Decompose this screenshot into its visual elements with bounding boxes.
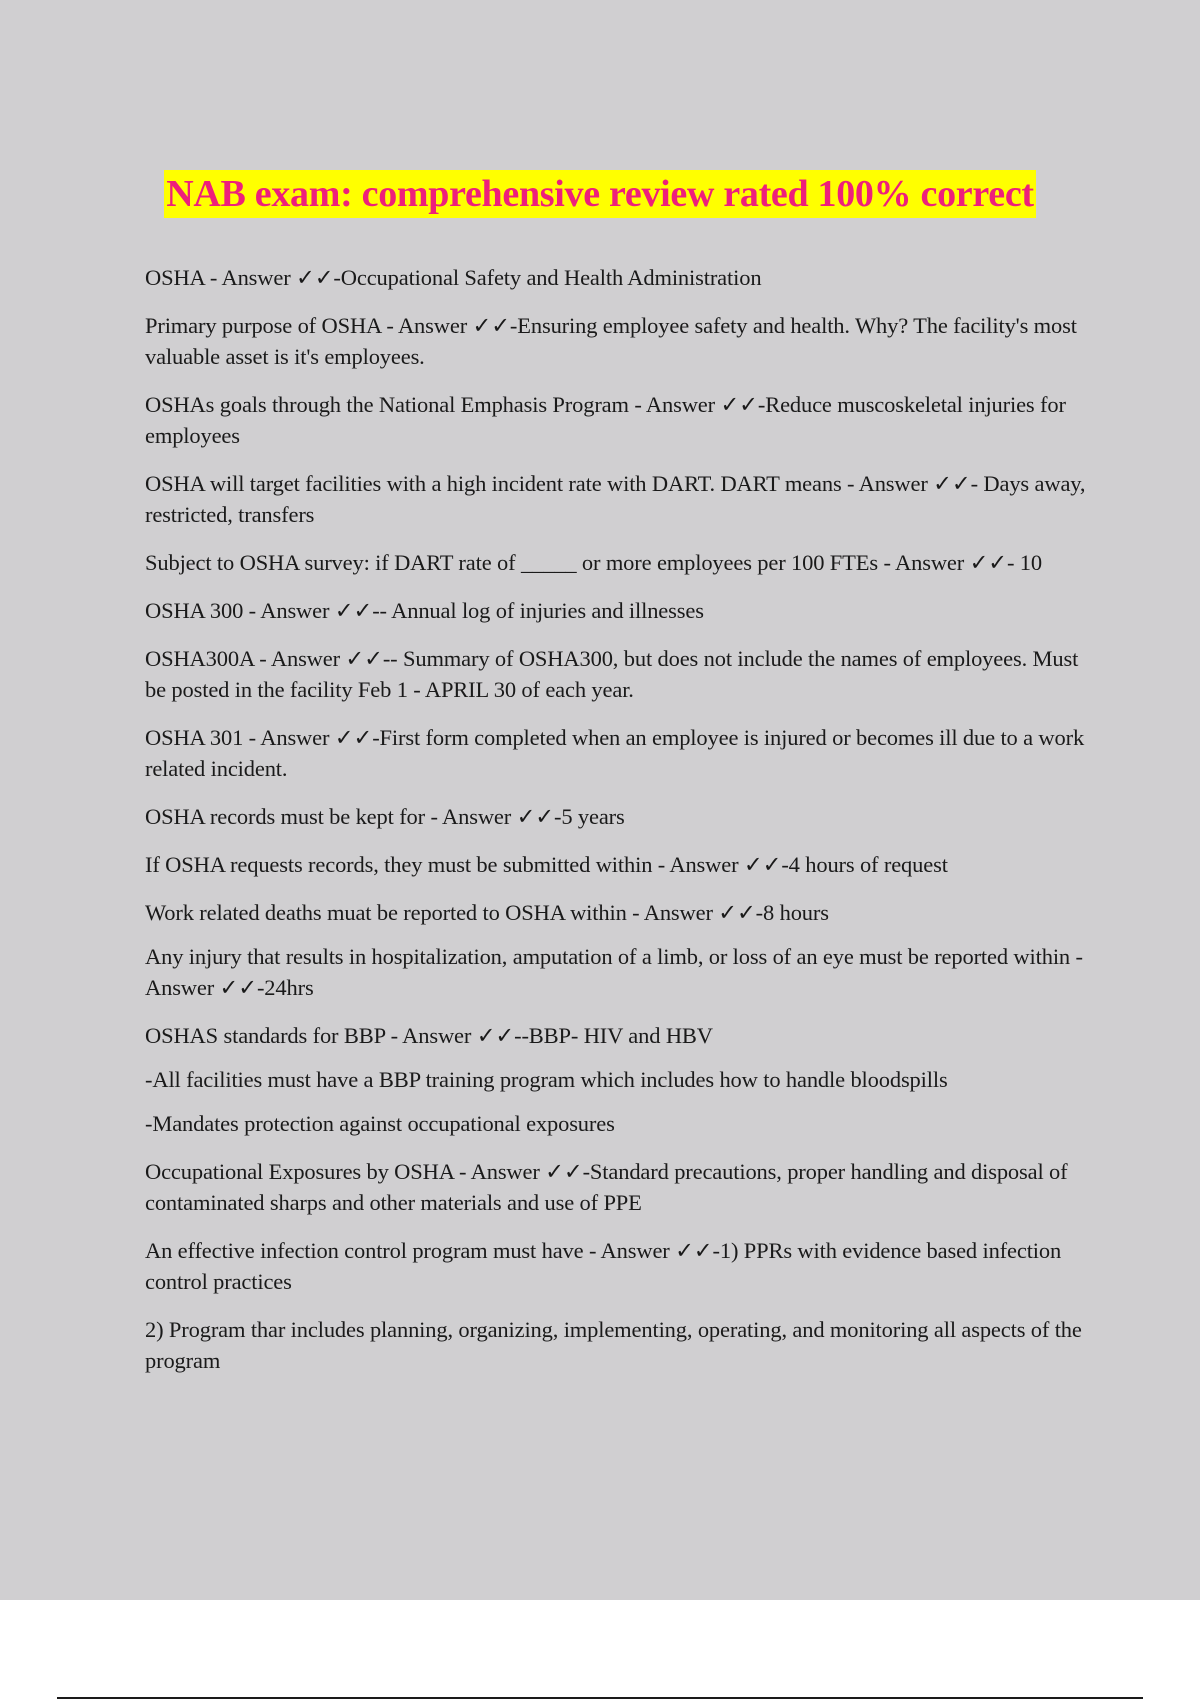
qa-note: 2) Program thar includes planning, organizing, implementing, operating, and monitoring all aspects of the program [145,1317,1082,1373]
qa-entry: OSHA 301 - Answer ✓✓-First form completed when an employee is injured or becomes ill due to a work related incident. [145,725,1085,781]
qa-entry: OSHA - Answer ✓✓-Occupational Safety and Health Administration [145,265,762,290]
qa-list [145,262,1090,1393]
qa-entry: Occupational Exposures by OSHA - Answer ✓✓-Standard precautions, proper handling and disposal of contaminated sharps and other materials and use of PPE [145,1159,1068,1215]
qa-entry: OSHA records must be kept for - Answer ✓✓-5 years [145,804,625,829]
qa-entry: OSHA300A - Answer ✓✓-- Summary of OSHA300, but does not include the names of employees. Must be posted in the facility Feb 1 - APRIL 30 of each year. [145,646,1079,702]
qa-entry: If OSHA requests records, they must be submitted within - Answer ✓✓-4 hours of request [145,852,948,877]
footer-divider [57,1697,1143,1699]
qa-note: -All facilities must have a BBP training program which includes how to handle bloodspills [145,1067,948,1092]
qa-entry: OSHA will target facilities with a high incident rate with DART. DART means - Answer ✓✓- Days away, restricted, transfers [145,471,1086,527]
qa-entry: OSHA 300 - Answer ✓✓-- Annual log of injuries and illnesses [145,598,704,623]
qa-entry: OSHAs goals through the National Emphasis Program - Answer ✓✓-Reduce muscoskeletal injuries for employees [145,392,1066,448]
qa-entry: Subject to OSHA survey: if DART rate of _____ or more employees per 100 FTEs - Answer ✓✓- 10 [145,550,1043,575]
document-title: NAB exam: comprehensive review rated 100% correct [164,170,1035,218]
qa-entry: OSHAS standards for BBP - Answer ✓✓--BBP- HIV and HBV [145,1023,713,1048]
qa-entry: Work related deaths muat be reported to OSHA within - Answer ✓✓-8 hours [145,900,829,925]
title-wrapper [0,170,1200,218]
qa-entry: Any injury that results in hospitalization, amputation of a limb, or loss of an eye must be reported within - Answer ✓✓-24hrs [145,944,1083,1000]
qa-entry: An effective infection control program must have - Answer ✓✓-1) PPRs with evidence based infection control practices [145,1238,1062,1294]
qa-note: -Mandates protection against occupational exposures [145,1111,615,1136]
qa-entry: Primary purpose of OSHA - Answer ✓✓-Ensuring employee safety and health. Why? The facility's most valuable asset is it's employees. [145,313,1077,369]
